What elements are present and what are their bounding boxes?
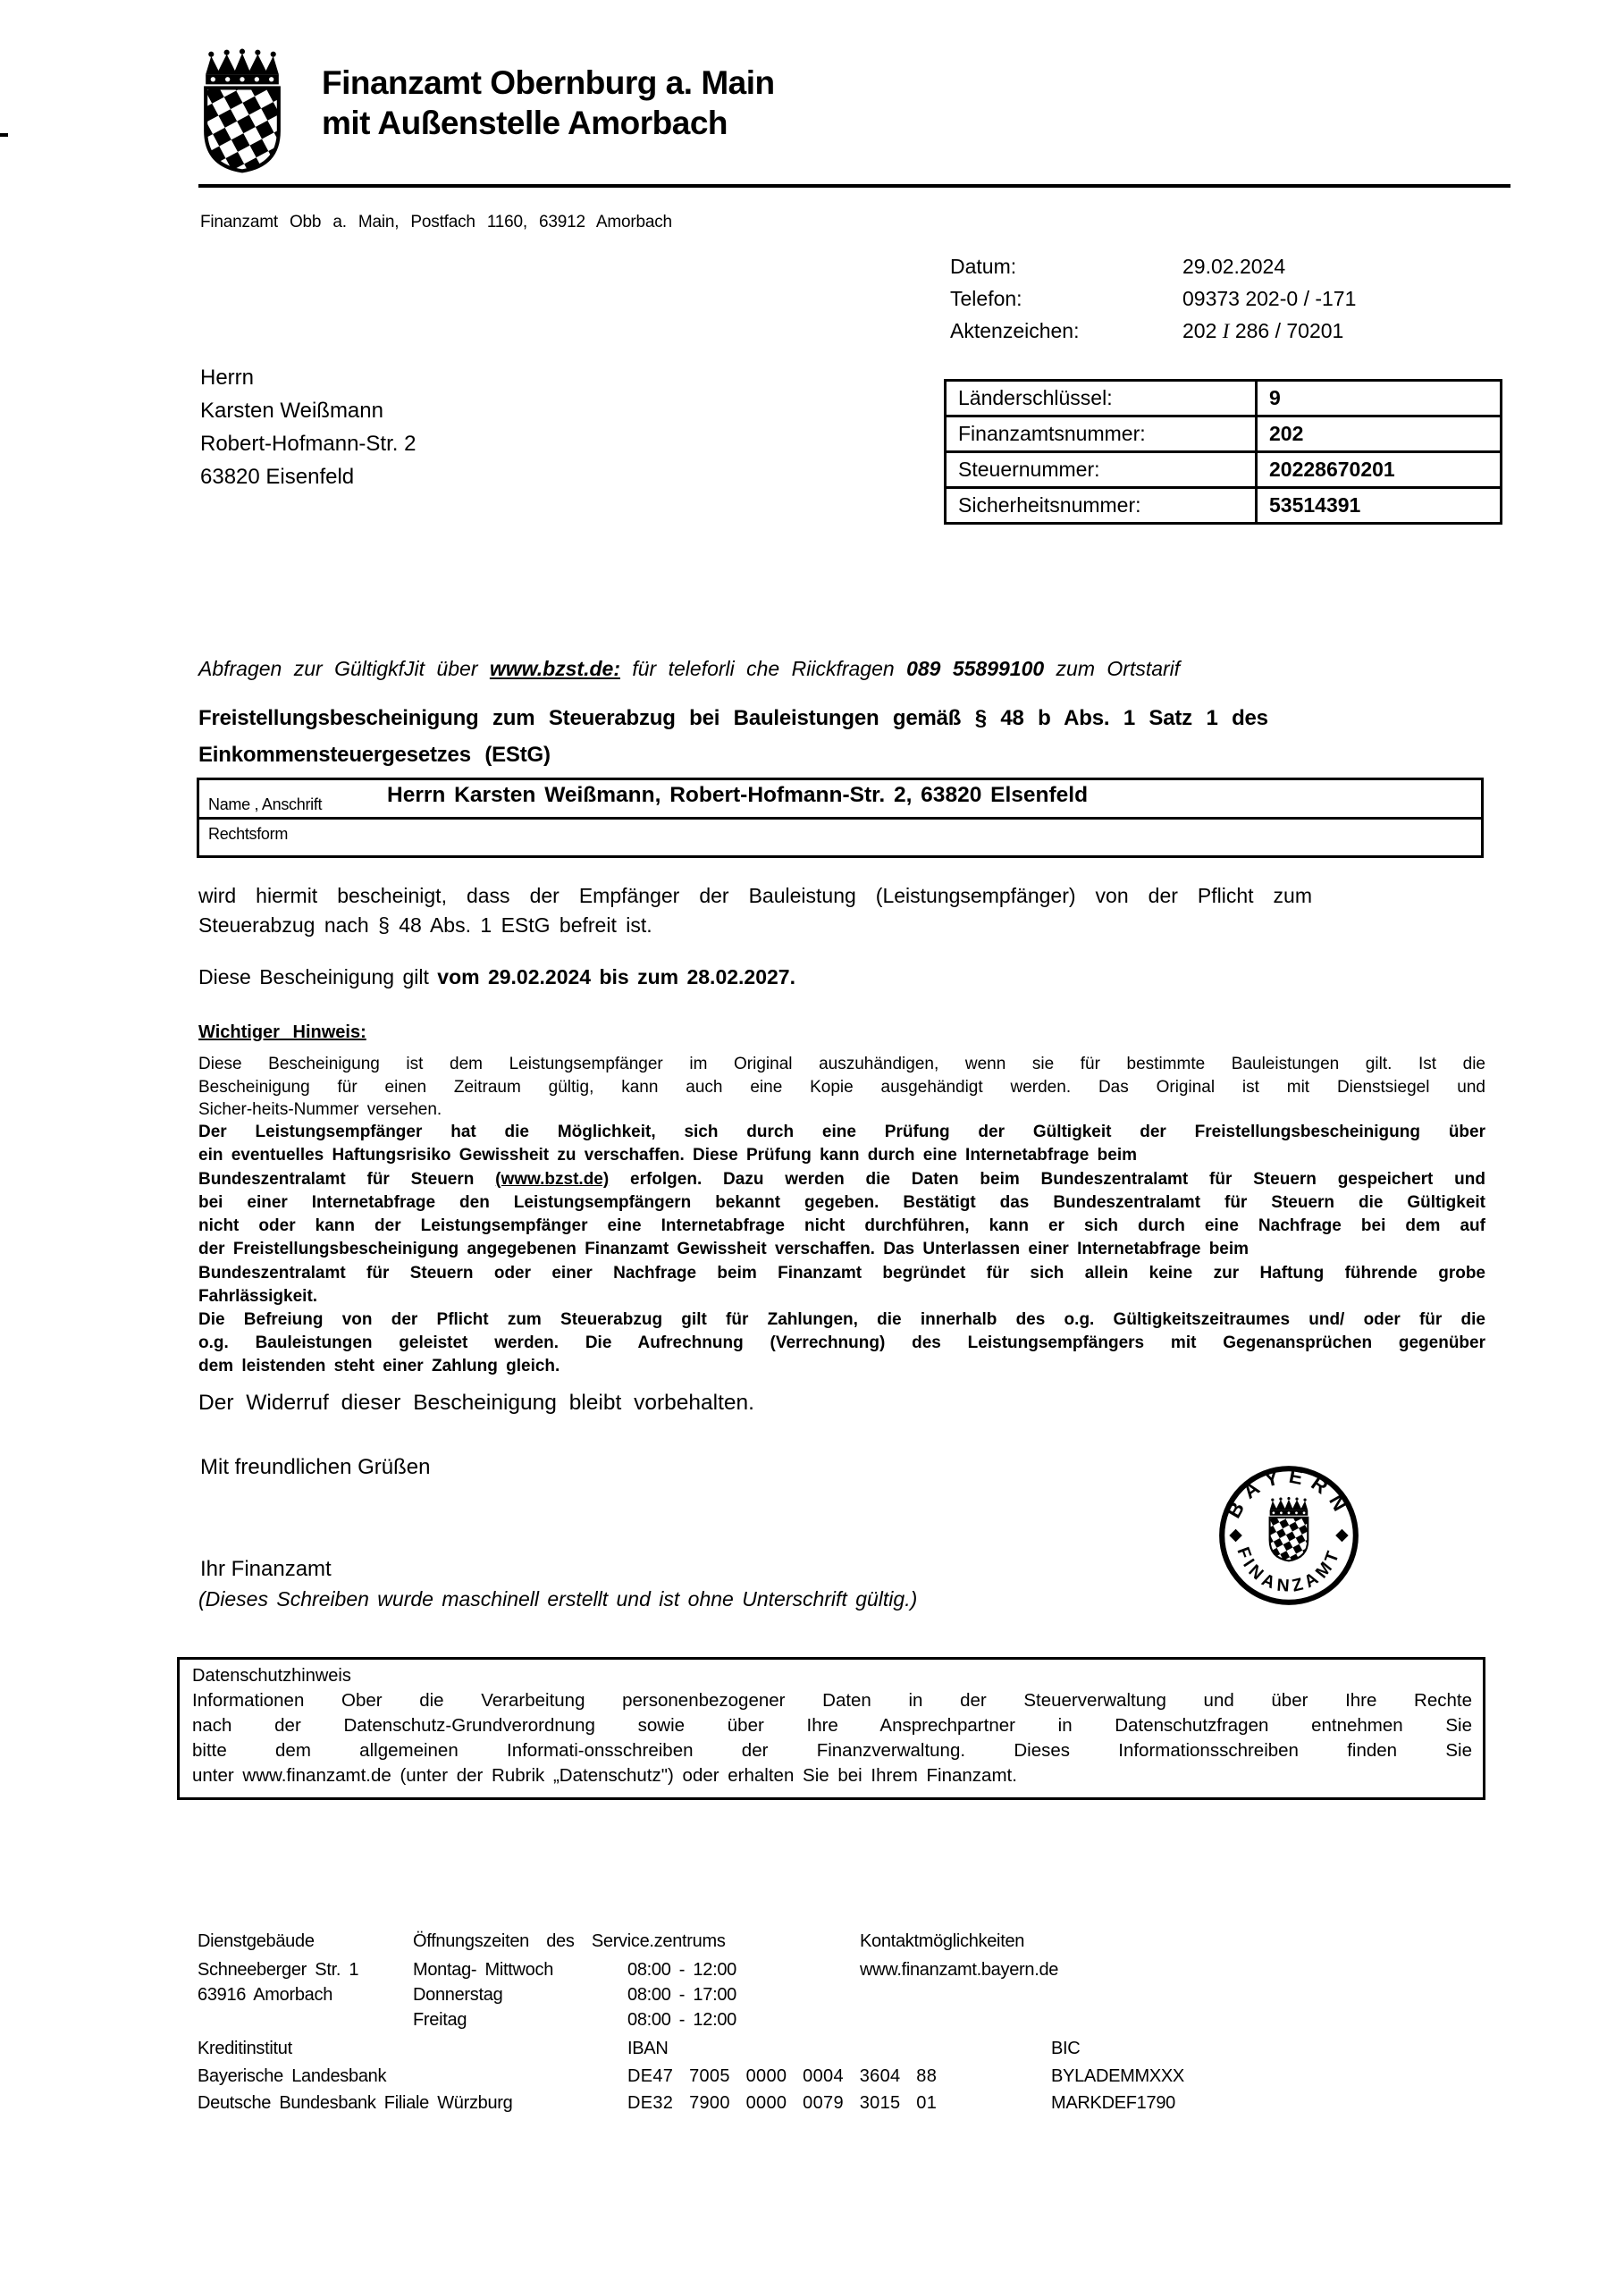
aktenzeichen-suffix: 286 / 70201 [1229,319,1344,342]
signer-line: Ihr Finanzamt [200,1557,332,1581]
certification-paragraph [198,881,1312,940]
subject-heading [198,700,1268,773]
footer-bank-2: Deutsche Bundesbank Filiale Würzburg [198,2093,513,2113]
text-line: nicht oder kann der Leistungsempfänger eine Internetabfrage nicht durchführen, kann er sich durch eine Nachfrage bei dem auf [198,1216,1485,1236]
footer-hours-time-2: 08:00 - 17:00 [627,1985,736,2005]
validity-query-line [198,657,1180,681]
validity-statement [198,965,795,989]
table-row [946,488,1502,524]
name-anschrift-row [199,780,1481,820]
sicherheitsnummer-value: 53514391 [1257,488,1502,524]
footer-hours-day-1: Montag- Mittwoch [413,1960,554,1980]
table-row [946,381,1502,416]
aktenzeichen-roman: I [1222,320,1230,342]
datum-label: Datum: [950,255,1017,278]
text-line: Informationen Ober die Verarbeitung personenbezogener Daten in der Steuerverwaltung und über Ihre Rechte [192,1690,1472,1711]
notice-paragraph-3 [198,1308,1485,1378]
bzst-url: www.bzst.de: [489,657,620,680]
footer-iban-1: DE47 7005 0000 0004 3604 88 [627,2066,938,2086]
text-line: Diese Bescheinigung ist dem Leistungsempfänger im Original auszuhändigen, wenn sie für bestimmte Bauleistungen gilt. Ist die [198,1055,1485,1073]
footer-hours-day-3: Freitag [413,2010,467,2030]
text-line: dem leistenden steht einer Zahlung gleich. [198,1357,560,1375]
rechtsform-row [199,820,1481,855]
text-line: o.g. Bauleistungen geleistet werden. Die Aufrechnung (Verrechnung) des Leistungsempfängers mit Gegenansprüchen gegenüber [198,1333,1485,1352]
header-divider [198,184,1510,188]
footer-office-city: 63916 Amorbach [198,1985,333,2005]
footer-hours-time-3: 08:00 - 12:00 [627,2010,736,2030]
aktenzeichen-prefix: 202 [1182,319,1223,342]
text-line: Bescheinigung für einen Zeitraum gültig, kann auch eine Kopie ausgehändigt werden. Das Original ist mit Dienstsiegel und [198,1077,1485,1097]
footer-bic-1: BYLADEMMXXX [1051,2066,1184,2086]
finanzamtsnummer-value: 202 [1257,416,1502,452]
text-line: nach der Datenschutz-Grundverordnung sowie über Ihre Ansprechpartner in Datenschutzfragen entnehmen Sie [192,1715,1472,1736]
notice-paragraph-2 [198,1121,1485,1308]
name-anschrift-label: Name , Anschrift [208,795,323,813]
text-line: Steuerabzug nach § 48 Abs. 1 EStG befreit ist. [198,913,652,937]
subject-line1: Freistellungsbescheinigung zum Steuerabzug bei Bauleistungen gemäß § 48 b Abs. 1 Satz 1 des [198,706,1268,730]
revocation-statement: Der Widerruf dieser Bescheinigung bleibt vorbehalten. [198,1391,754,1415]
finanzamt-bayern-seal-icon [1216,1462,1362,1609]
validity-prefix: Diese Bescheinigung gilt [198,965,438,988]
seal-top-text: BAYERN [1222,1464,1356,1522]
laenderschluessel-value: 9 [1257,381,1502,416]
notice-heading: Wichtiger Hinweis: [198,1022,366,1042]
validity-dates: vom 29.02.2024 bis zum 28.02.2027. [437,965,795,988]
text-line: Die Befreiung von der Pflicht zum Steuerabzug gilt für Zahlungen, die innerhalb des o.g. Gültigkeitszeitraumes und/ oder für die [198,1310,1485,1329]
footer-hours-day-2: Donnerstag [413,1985,503,2005]
query-part2: für teleforli che Riickfragen [619,657,907,680]
recipient-salutation: Herrn [200,366,255,390]
privacy-notice-box [177,1657,1485,1800]
footer-kredit-label: Kreditinstitut [198,2039,292,2058]
footer-bic-label: BIC [1051,2039,1081,2058]
meta-values [1182,250,1356,348]
footer-hours-header: Öffnungszeiten des Service.zentrums [413,1931,726,1951]
query-part1: Abfragen zur GültigkfJit über [198,657,490,680]
text-line: bitte dem allgemeinen Informati-onsschreiben der Finanzverwaltung. Dieses Informationsschreiben finden Sie [192,1740,1472,1761]
subject-line2: Einkommensteuergesetzes (EStG) [198,743,551,767]
telefon-label: Telefon: [950,287,1022,310]
query-part3: zum Ortstarif [1044,657,1181,680]
footer-bic-2: MARKDEF1790 [1051,2093,1175,2113]
office-title [322,63,775,143]
footer-office-street: Schneeberger Str. 1 [198,1960,359,1980]
inline-url: (www.bzst.de) [495,1169,610,1189]
recipient-street: Robert-Hofmann-Str. 2 [200,432,417,456]
closing-greeting: Mit freundlichen Grüßen [200,1455,431,1479]
footer-contact-url: www.finanzamt.bayern.de [860,1960,1059,1980]
text-line: Bundeszentralamt für Steuern oder einer Nachfrage beim Finanzamt begründet für sich allein keine zur Haftung führende grobe [198,1263,1485,1283]
datum-value: 29.02.2024 [1182,255,1286,278]
sender-return-address: Finanzamt Obb a. Main, Postfach 1160, 63912 Amorbach [200,213,672,231]
name-anschrift-box [197,778,1484,858]
recipient-name: Karsten Weißmann [200,399,383,423]
text-line: Sicher-heits-Nummer versehen. [198,1100,442,1119]
tax-numbers-table [944,379,1502,525]
text-line: ein eventuelles Haftungsrisiko Gewissheit zu verschaffen. Diese Prüfung kann durch eine Internetabfrage beim [198,1146,1137,1165]
name-anschrift-value: Herrn Karsten Weißmann, Robert-Hofmann-Str. 2, 63820 Elsenfeld [387,783,1089,807]
text-line: Bundeszentralamt für Steuern (www.bzst.de) erfolgen. Dazu werden die Daten beim Bundeszentralamt für Steuern gespeichert und [198,1169,1485,1189]
query-phone: 089 55899100 [906,657,1045,680]
recipient-city: 63820 Eisenfeld [200,465,355,489]
privacy-text [192,1688,1472,1788]
bavaria-coat-of-arms-icon [198,48,286,177]
footer-contact-header: Kontaktmöglichkeiten [860,1931,1025,1951]
privacy-title: Datenschutzhinweis [192,1666,351,1686]
steuernummer-label: Steuernummer: [946,452,1257,488]
rechtsform-label: Rechtsform [208,825,289,843]
finanzamtsnummer-label: Finanzamtsnummer: [946,416,1257,452]
footer-iban-2: DE32 7900 0000 0079 3015 01 [627,2093,938,2113]
recipient-address [200,361,416,493]
scan-artifact-mark [0,133,8,137]
aktenzeichen-label: Aktenzeichen: [950,319,1080,342]
footer-hours-time-1: 08:00 - 12:00 [627,1960,736,1980]
table-row [946,452,1502,488]
text-line: wird hiermit bescheinigt, dass der Empfänger der Bauleistung (Leistungsempfänger) von der Pflicht zum [198,884,1312,907]
table-row [946,416,1502,452]
footer-iban-label: IBAN [627,2039,669,2058]
telefon-value: 09373 202-0 / -171 [1182,287,1357,310]
text-line: Fahrlässigkeit. [198,1287,318,1307]
steuernummer-value: 20228670201 [1257,452,1502,488]
footer-bank-1: Bayerische Landesbank [198,2066,387,2086]
footer-dienstgebaeude-label: Dienstgebäude [198,1931,315,1951]
notice-paragraph-1 [198,1053,1485,1122]
office-title-line1: Finanzamt Obernburg a. Main [322,64,775,101]
text-line: Der Leistungsempfänger hat die Möglichkeit, sich durch eine Prüfung der Gültigkeit der Freistellungsbescheinigung über [198,1123,1485,1141]
laenderschluessel-label: Länderschlüssel: [946,381,1257,416]
text-line: der Freistellungsbescheinigung angegebenen Finanzamt Gewissheit verschaffen. Das Unterlassen einer Internetabfrage beim [198,1240,1250,1259]
seal-bottom-text: FINANZAMT [1233,1544,1345,1597]
machine-generated-note: (Dieses Schreiben wurde maschinell erstellt und ist ohne Unterschrift gültig.) [198,1587,918,1611]
text-line: unter www.finanzamt.de (unter der Rubrik „Datenschutz") oder erhalten Sie bei Ihrem Finanzamt. [192,1765,1017,1786]
text-line: bei einer Internetabfrage den Leistungsempfängern bekannt gegeben. Bestätigt das Bundeszentralamt für Steuern die Gültigkeit [198,1192,1485,1212]
office-title-line2: mit Außenstelle Amorbach [322,105,728,141]
meta-labels [950,250,1079,347]
aktenzeichen-value [1182,315,1356,348]
sicherheitsnummer-label: Sicherheitsnummer: [946,488,1257,524]
